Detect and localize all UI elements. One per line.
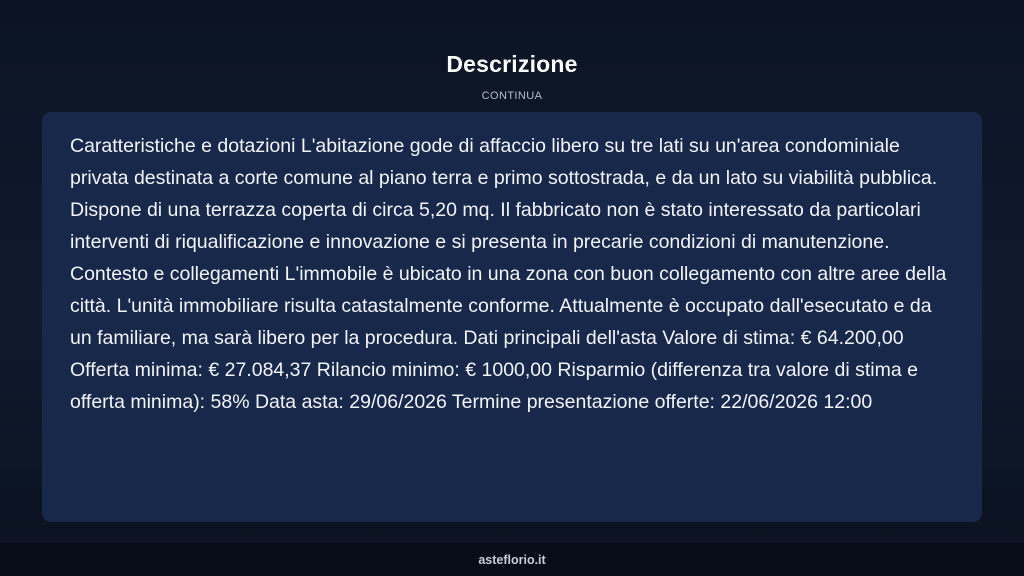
description-text: Caratteristiche e dotazioni L'abitazione gode di affaccio libero su tre lati su un'area condominiale privata destinata a corte comune al piano terra e primo sottostrada, e da un lato su viabilità pubblica. Dispone di una terrazza coperta di circa 5,20 mq. Il fabbricato non è stato interessato da particolari interventi di riqualificazione e innovazione e si presenta in precarie condizioni di manutenzione. Contesto e collegamenti L'immobile è ubicato in una zona con buon collegamento con altre aree della città. L'unità immobiliare risulta catastalmente conforme. Attualmente è occupato dall'esecutato e da un familiare, ma sarà libero per la procedura. Dati principali dell'asta Valore di stima: € 64.200,00 Offerta minima: € 27.084,37 Rilancio minimo: € 1000,00 Risparmio (differenza tra valore di stima e offerta minima): 58% Data asta: 29/06/2026 Termine presentazione offerte: 22/06/2026 12:00 <box>70 135 947 413</box>
page-title: Descrizione <box>446 51 578 77</box>
site-name[interactable]: asteflorio.it <box>478 553 546 567</box>
description-card <box>42 112 982 522</box>
continue-link[interactable]: CONTINUA <box>481 90 543 102</box>
footer <box>0 543 1024 576</box>
